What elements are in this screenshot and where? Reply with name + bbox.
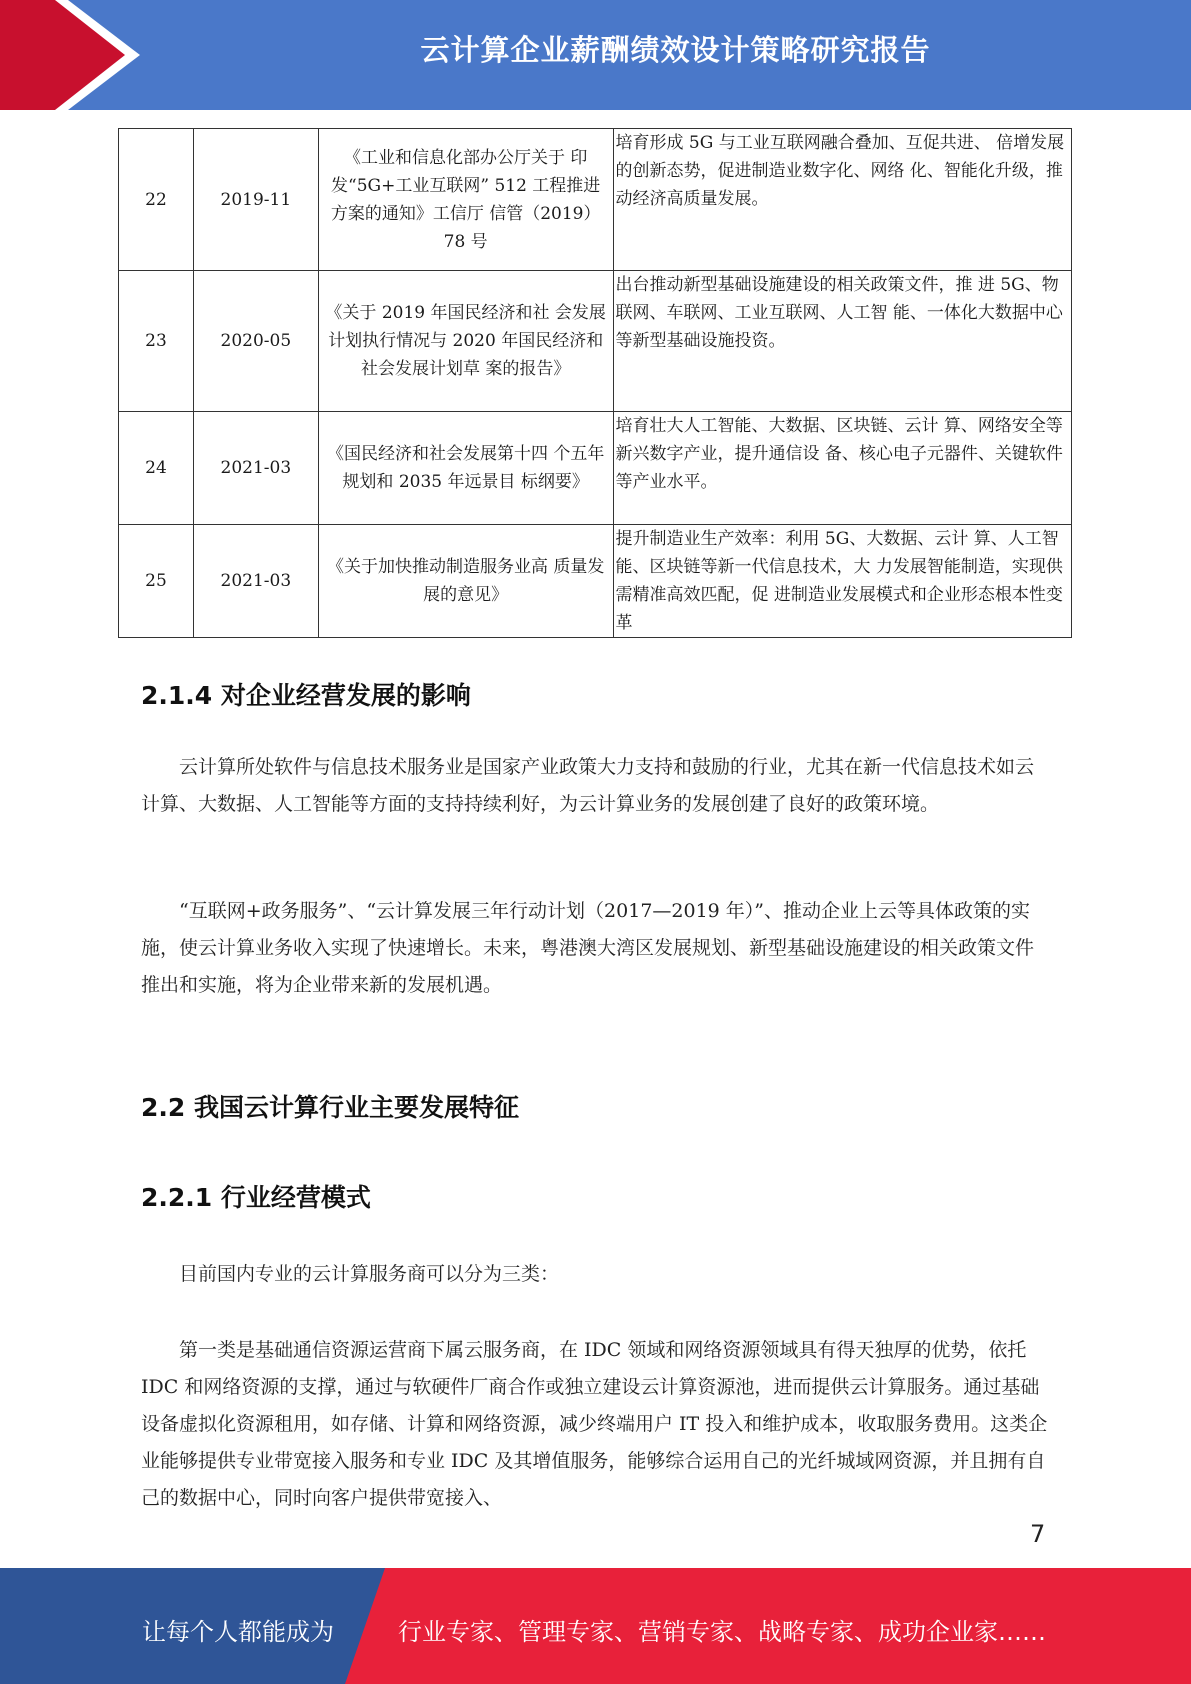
row-number: 22 xyxy=(119,129,194,271)
row-date: 2019-11 xyxy=(193,129,318,271)
policy-table xyxy=(118,128,1072,638)
row-number: 23 xyxy=(119,271,194,412)
paragraph: 第一类是基础通信资源运营商下属云服务商，在 IDC 领域和网络资源领域具有得天独厚的优势，依托 IDC 和网络资源的支撑，通过与软硬件厂商合作或独立建设云计算资源池，进而提供云计算服务。通过基础设备虚拟化资源租用，如存储、计算和网络资源，减少终端用户 IT 投入和维护成本，收取服务费用。这类企业能够提供专业带宽接入服务和专业 IDC 及其增值服务，能够综合运用自己的光纤城域网资源，并且拥有自己的数据中心，同时向客户提供带宽接入、 xyxy=(141,1339,1048,1509)
row-date: 2020-05 xyxy=(193,271,318,412)
paragraph: 云计算所处软件与信息技术服务业是国家产业政策大力支持和鼓励的行业，尤其在新一代信息技术如云计算、大数据、人工智能等方面的支持持续利好，为云计算业务的发展创建了良好的政策环境。 xyxy=(141,756,1035,815)
row-document: 《关于加快推动制造服务业高 质量发展的意见》 xyxy=(318,525,613,638)
row-content: 出台推动新型基础设施建设的相关政策文件，推 进 5G、物联网、车联网、工业互联网、人工智 能、一体化大数据中心等新型基础设施投资。 xyxy=(613,271,1071,412)
footer-slogan-right: 行业专家、管理专家、营销专家、战略专家、成功企业家…… xyxy=(398,1618,1046,1646)
section-heading-2-1-4: 2.1.4 对企业经营发展的影响 xyxy=(141,681,471,710)
row-content: 提升制造业生产效率：利用 5G、大数据、云计 算、人工智能、区块链等新一代信息技术，大 力发展智能制造，实现供需精准高效匹配，促 进制造业发展模式和企业形态根本性变革 xyxy=(613,525,1071,638)
page-header xyxy=(0,0,1191,110)
table-row xyxy=(119,129,1072,271)
page-footer xyxy=(0,1568,1191,1684)
section-heading-2-2: 2.2 我国云计算行业主要发展特征 xyxy=(141,1093,519,1122)
paragraph: “互联网+政务服务”、“云计算发展三年行动计划（2017—2019 年）”、推动企业上云等具体政策的实施，使云计算业务收入实现了快速增长。未来，粤港澳大湾区发展规划、新型基础设施建设的相关政策文件推出和实施，将为企业带来新的发展机遇。 xyxy=(141,900,1035,996)
paragraph: 目前国内专业的云计算服务商可以分为三类： xyxy=(179,1263,560,1285)
row-content: 培育形成 5G 与工业互联网融合叠加、互促共进、 倍增发展的创新态势，促进制造业数字化、网络 化、智能化升级，推动经济高质量发展。 xyxy=(613,129,1071,271)
row-document: 《关于 2019 年国民经济和社 会发展计划执行情况与 2020 年国民经济和社会发展计划草 案的报告》 xyxy=(318,271,613,412)
row-document: 《工业和信息化部办公厅关于 印发“5G+工业互联网” 512 工程推进方案的通知》工信厅 信管（2019） 78 号 xyxy=(318,129,613,271)
row-number: 24 xyxy=(119,412,194,525)
row-date: 2021-03 xyxy=(193,525,318,638)
section-heading-2-2-1: 2.2.1 行业经营模式 xyxy=(141,1183,371,1212)
row-content: 培育壮大人工智能、大数据、区块链、云计 算、网络安全等新兴数字产业，提升通信设 备、核心电子元器件、关键软件等产业水平。 xyxy=(613,412,1071,525)
row-number: 25 xyxy=(119,525,194,638)
table-row xyxy=(119,525,1072,638)
report-title: 云计算企业薪酬绩效设计策略研究报告 xyxy=(420,33,931,67)
footer-slogan-left: 让每个人都能成为 xyxy=(142,1618,334,1646)
table-row xyxy=(119,412,1072,525)
page-number: 7 xyxy=(1030,1520,1046,1548)
row-document: 《国民经济和社会发展第十四 个五年规划和 2035 年远景目 标纲要》 xyxy=(318,412,613,525)
table-row xyxy=(119,271,1072,412)
row-date: 2021-03 xyxy=(193,412,318,525)
